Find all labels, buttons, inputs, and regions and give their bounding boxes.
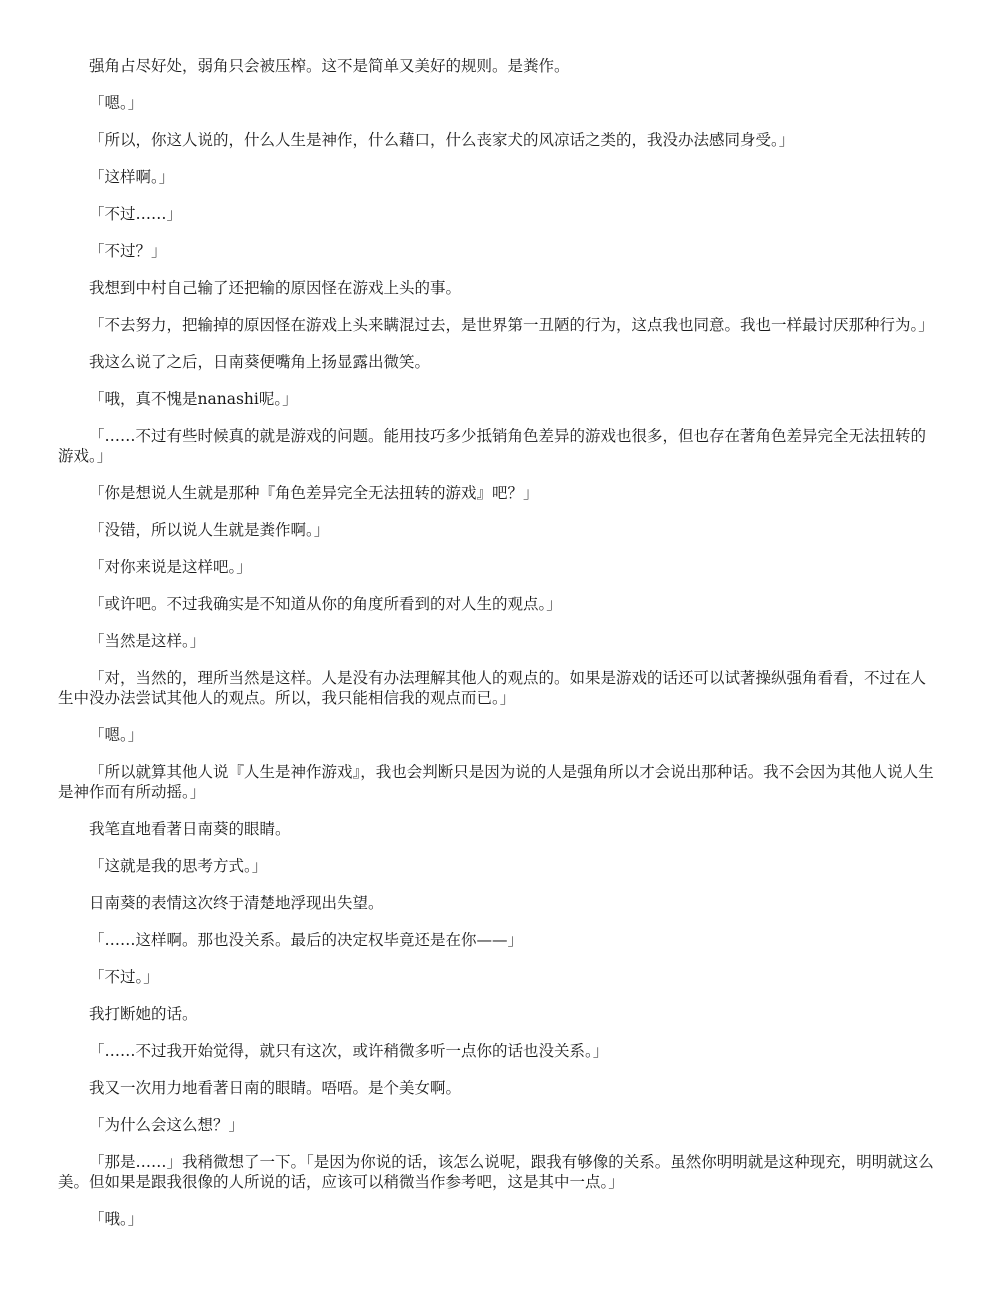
- paragraph: 「或许吧。不过我确实是不知道从你的角度所看到的对人生的观点。」: [89, 595, 562, 613]
- paragraph: 我这么说了之后，日南葵便嘴角上扬显露出微笑。: [89, 353, 431, 371]
- paragraph: 「哦，真不愧是nanashi呢。」: [89, 390, 298, 408]
- paragraph: 日南葵的表情这次终于清楚地浮现出失望。: [89, 894, 384, 912]
- paragraph: 「……不过有些时候真的就是游戏的问题。能用技巧多少抵销角色差异的游戏也很多，但也存在著角色差异完全无法扭转的游戏。」: [58, 427, 927, 465]
- paragraph: 「哦。」: [89, 1210, 144, 1228]
- paragraph: 强角占尽好处，弱角只会被压榨。这不是简单又美好的规则。是粪作。: [89, 57, 570, 75]
- paragraph: 我想到中村自己输了还把输的原因怪在游戏上头的事。: [89, 279, 462, 297]
- paragraph: 「这就是我的思考方式。」: [89, 857, 268, 875]
- paragraph: 「不去努力，把输掉的原因怪在游戏上头来瞒混过去，是世界第一丑陋的行为，这点我也同意。我也一样最讨厌那种行为。」: [89, 316, 934, 334]
- paragraph: 「……不过我开始觉得，就只有这次，或许稍微多听一点你的话也没关系。」: [89, 1042, 609, 1060]
- paragraph: 「你是想说人生就是那种『角色差异完全无法扭转的游戏』吧？」: [89, 484, 539, 502]
- paragraph: 「对你来说是这样吧。」: [89, 558, 252, 576]
- paragraph: 「所以，你这人说的，什么人生是神作，什么藉口，什么丧家犬的风凉话之类的，我没办法感同身受。」: [89, 131, 795, 149]
- paragraph: 「这样啊。」: [89, 168, 175, 186]
- paragraph: 「所以就算其他人说『人生是神作游戏』，我也会判断只是因为说的人是强角所以才会说出那种话。我不会因为其他人说人生是神作而有所动摇。」: [58, 763, 934, 801]
- paragraph: 「嗯。」: [89, 94, 144, 112]
- paragraph: 我笔直地看著日南葵的眼睛。: [89, 820, 291, 838]
- paragraph: 「为什么会这么想？」: [89, 1116, 245, 1134]
- paragraph: 「不过……」: [89, 205, 183, 223]
- paragraph: 「没错，所以说人生就是粪作啊。」: [89, 521, 330, 539]
- paragraph: 「……这样啊。那也没关系。最后的决定权毕竟还是在你——」: [89, 931, 524, 949]
- paragraph: 我又一次用力地看著日南的眼睛。唔唔。是个美女啊。: [89, 1079, 462, 1097]
- paragraph: 「对，当然的，理所当然是这样。人是没有办法理解其他人的观点的。如果是游戏的话还可以试著操纵强角看看，不过在人生中没办法尝试其他人的观点。所以，我只能相信我的观点而已。」: [58, 669, 927, 707]
- paragraph: 「不过。」: [89, 968, 159, 986]
- paragraph: 「那是……」我稍微想了一下。「是因为你说的话，该怎么说呢，跟我有够像的关系。虽然你明明就是这种现充，明明就这么美。但如果是跟我很像的人所说的话，应该可以稍微当作参考吧，这是其中一点。」: [58, 1153, 934, 1191]
- paragraph: 「嗯。」: [89, 726, 144, 744]
- paragraph: 「不过？」: [89, 242, 167, 260]
- paragraph: 我打断她的话。: [89, 1005, 198, 1023]
- document-body: [58, 56, 938, 1246]
- paragraph: 「当然是这样。」: [89, 632, 206, 650]
